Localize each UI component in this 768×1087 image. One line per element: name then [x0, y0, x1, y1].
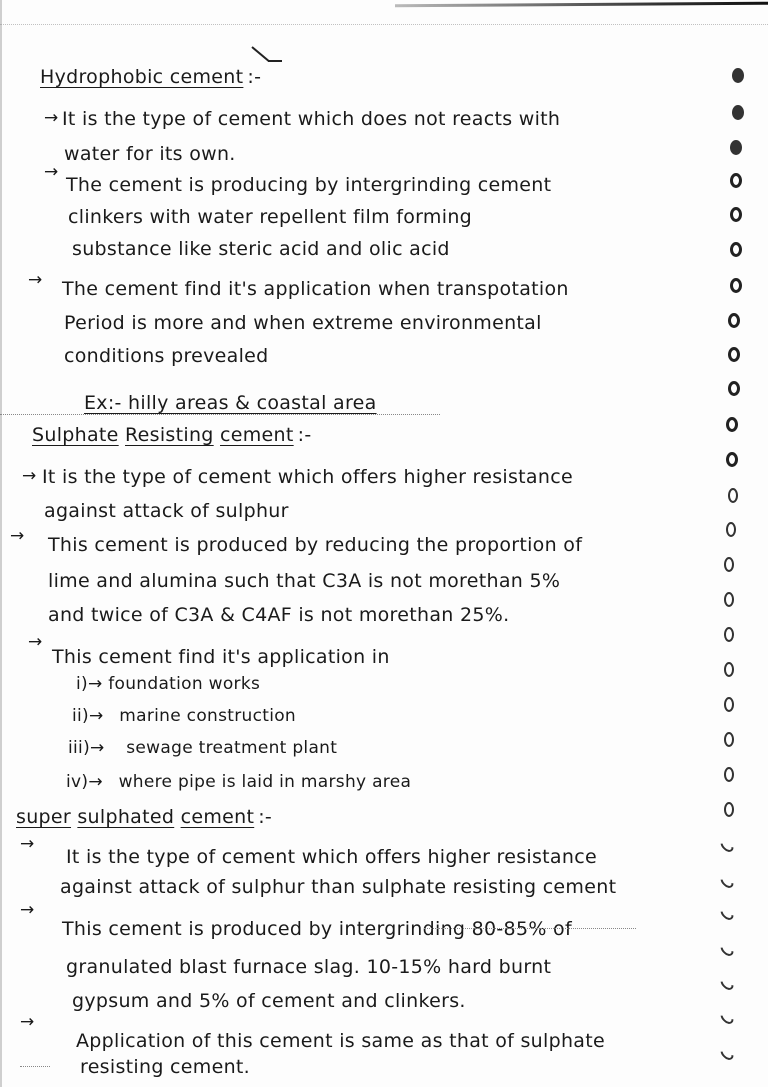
page-left-border — [0, 0, 2, 1087]
heading-word: Sulphate — [32, 424, 119, 446]
binder-hole-icon — [718, 905, 736, 923]
text-line: This cement is produced by reducing the proportion of — [48, 534, 583, 556]
example-line: Ex:- hilly areas & coastal area — [84, 392, 377, 414]
binder-hole-icon — [726, 417, 738, 432]
binder-hole-icon — [718, 1045, 736, 1063]
list-text: marine construction — [119, 706, 296, 726]
text-line: gypsum and 5% of cement and clinkers. — [72, 990, 466, 1012]
text-line: This cement is produced by intergrinding 80-85% of — [62, 918, 572, 940]
arrow-bullet-icon: → — [44, 108, 59, 128]
text-line: resisting cement. — [80, 1056, 250, 1078]
dotted-rule — [0, 414, 440, 416]
text-line: substance like steric acid and olic acid — [72, 238, 450, 260]
arrow-bullet-icon: → — [20, 1012, 35, 1032]
text-line: Period is more and when extreme environmental — [64, 312, 542, 334]
text-line: clinkers with water repellent film forming — [68, 206, 473, 228]
list-text: where pipe is laid in marshy area — [118, 772, 412, 792]
text-line: It is the type of cement which offers higher resistance — [66, 846, 597, 868]
page-top-ruling — [0, 24, 768, 26]
binder-hole-icon — [732, 68, 744, 83]
heading-suffix: :- — [247, 66, 262, 88]
binder-hole-icon — [726, 452, 738, 467]
text-line: and twice of C3A & C4AF is not morethan 25%. — [48, 604, 510, 626]
text-line: It is the type of cement which does not reacts with — [62, 108, 561, 130]
tick-mark — [251, 46, 269, 62]
binder-hole-icon — [730, 140, 742, 155]
binder-hole-icon — [718, 941, 736, 959]
arrow-bullet-icon: → — [20, 834, 35, 854]
list-item — [68, 738, 337, 758]
binder-hole-icon — [724, 697, 734, 712]
list-number: ii)→ — [72, 706, 104, 726]
text-line: This cement find it's application in — [52, 646, 390, 668]
list-item — [66, 772, 411, 792]
text-line: Application of this cement is same as that of sulphate — [76, 1030, 605, 1052]
binder-hole-icon — [732, 105, 744, 120]
binder-hole-icon — [728, 313, 740, 328]
section-heading — [40, 66, 261, 88]
heading-word: cement — [220, 424, 294, 446]
arrow-bullet-icon: → — [10, 526, 25, 546]
text-line: granulated blast furnace slag. 10-15% hard burnt — [66, 956, 552, 978]
binder-hole-icon — [730, 278, 742, 293]
text-line: lime and alumina such that C3A is not morethan 5% — [48, 570, 561, 592]
arrow-bullet-icon: → — [28, 270, 43, 290]
list-text: sewage treatment plant — [126, 738, 338, 758]
text-line: against attack of sulphur — [44, 500, 289, 522]
binder-hole-icon — [724, 627, 734, 642]
heading-word: sulphated — [77, 806, 175, 828]
list-item — [76, 674, 260, 694]
heading-word: Resisting — [125, 424, 214, 446]
binder-hole-icon — [724, 557, 734, 572]
binder-hole-icon — [726, 522, 736, 537]
list-number: i)→ — [76, 674, 103, 694]
arrow-bullet-icon: → — [20, 900, 35, 920]
binder-hole-icon — [730, 173, 742, 188]
binder-hole-icon — [718, 975, 736, 993]
heading-word: super — [16, 806, 72, 828]
dotted-rule — [20, 1066, 50, 1068]
list-item — [72, 706, 296, 726]
arrow-bullet-icon: → — [44, 162, 59, 182]
binder-hole-icon — [724, 592, 734, 607]
binder-hole-icon — [730, 207, 742, 222]
list-text: foundation works — [108, 674, 261, 694]
dotted-rule — [424, 928, 636, 930]
section-heading — [16, 806, 272, 828]
arrow-bullet-icon: → — [28, 632, 43, 652]
heading-suffix: :- — [258, 806, 273, 828]
binder-hole-icon — [718, 1009, 736, 1027]
text-line: water for its own. — [64, 143, 236, 165]
text-line: The cement is producing by intergrinding cement — [66, 174, 552, 196]
binder-hole-icon — [718, 837, 736, 855]
section-heading — [32, 424, 312, 446]
binder-hole-icon — [728, 347, 740, 362]
page-top-edge-shadow — [395, 2, 768, 8]
binder-hole-icon — [718, 873, 736, 891]
binder-hole-icon — [728, 381, 740, 396]
text-line: against attack of sulphur than sulphate resisting cement — [60, 876, 617, 898]
binder-hole-icon — [724, 767, 734, 782]
text-line: It is the type of cement which offers higher resistance — [42, 466, 573, 488]
tick-mark-base — [268, 60, 282, 62]
heading-text: Hydrophobic cement — [40, 66, 244, 88]
text-line: conditions prevealed — [64, 345, 269, 367]
binder-hole-icon — [724, 662, 734, 677]
binder-hole-icon — [730, 242, 742, 257]
list-number: iv)→ — [66, 772, 103, 792]
text-line: The cement find it's application when transpotation — [62, 278, 569, 300]
binder-hole-icon — [728, 488, 738, 503]
heading-word: cement — [180, 806, 255, 828]
heading-suffix: :- — [297, 424, 312, 446]
binder-hole-icon — [724, 802, 734, 817]
binder-hole-icon — [724, 732, 734, 747]
list-number: iii)→ — [68, 738, 105, 758]
arrow-bullet-icon: → — [22, 466, 37, 486]
